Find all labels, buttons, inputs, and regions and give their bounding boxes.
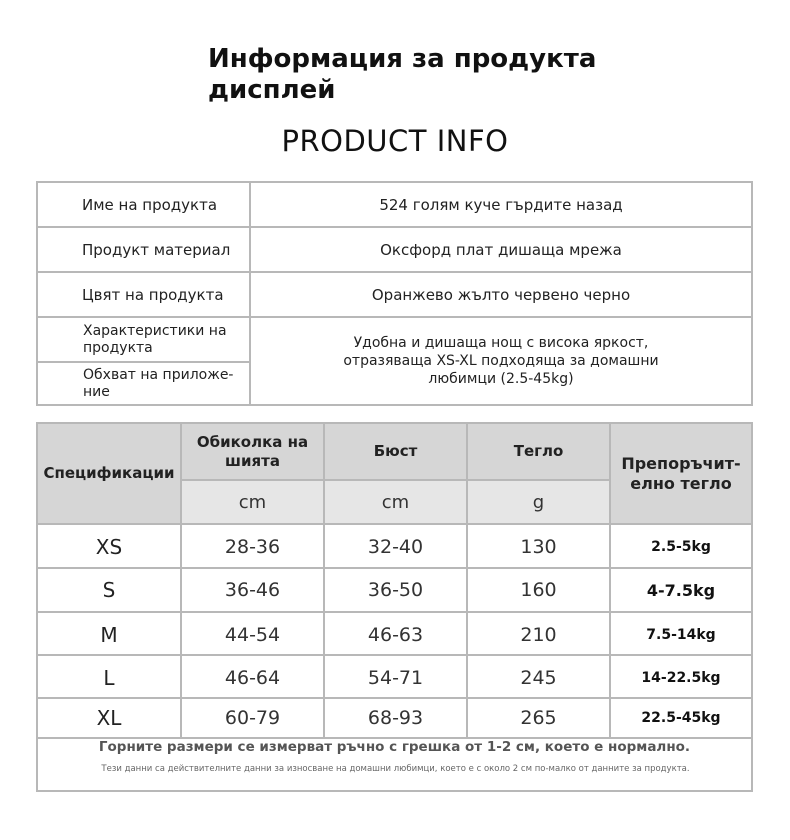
chest-s: 36-50 xyxy=(367,579,424,601)
title-line-2: дисплей xyxy=(208,75,336,105)
chest-unit: cm xyxy=(325,481,466,523)
neck-s: 36-46 xyxy=(224,579,281,601)
neck-m: 44-54 xyxy=(224,623,281,646)
chest-m: 46-63 xyxy=(367,623,424,646)
info-value: Оксфорд плат дишаща мрежа xyxy=(380,240,622,259)
neck-l: 46-64 xyxy=(224,666,281,689)
grid-hline xyxy=(38,654,751,656)
grid-hline xyxy=(38,697,751,699)
weight-l: 245 xyxy=(520,666,557,689)
recommended-xs: 2.5-5kg xyxy=(651,538,711,555)
weight-xs: 130 xyxy=(520,535,557,558)
info-value: Оранжево жълто червено черно xyxy=(371,285,631,304)
info-label-scope: Обхват на приложе-ние xyxy=(83,366,234,400)
grid-hline xyxy=(38,523,751,525)
info-row-color xyxy=(38,273,751,318)
weight-m: 210 xyxy=(520,623,557,646)
info-label-features: Характеристики на продукта xyxy=(38,318,251,361)
measurement-note: Горните размери се измерват ръчно с грешка от 1-2 см, което е нормално. xyxy=(98,739,691,755)
info-value: 524 голям куче гърдите назад xyxy=(379,195,623,214)
spec-header: Спецификации xyxy=(43,464,175,482)
size-table xyxy=(36,422,753,792)
info-row-scope xyxy=(38,363,251,404)
chest-xs: 32-40 xyxy=(367,535,424,558)
weight-xl: 265 xyxy=(520,707,557,729)
measurement-footnote: Тези данни са действителните данни за износване на домашни любимци, което е с около 2 см по-малко от данните за продукта. xyxy=(101,764,690,774)
chest-header: Бюст xyxy=(373,442,418,460)
page-subtitle: PRODUCT INFO xyxy=(281,124,509,158)
grid-hline xyxy=(38,567,751,569)
neck-unit: cm xyxy=(182,481,323,523)
info-row-material xyxy=(38,228,751,273)
recommended-m: 7.5-14kg xyxy=(646,626,716,643)
chest-l: 54-71 xyxy=(367,666,424,689)
size-m: M xyxy=(100,622,118,647)
grid-vline xyxy=(609,424,611,737)
recommended-s: 4-7.5kg xyxy=(646,580,716,600)
info-value-features: Удобна и дишаща нощ с висока яркост, отразяваща XS-XL подходяща за домашни любимци (2.5-45kg) xyxy=(343,335,659,387)
size-xs: XS xyxy=(95,534,123,559)
info-label: Продукт материал xyxy=(38,228,251,271)
size-l: L xyxy=(103,665,115,690)
recommended-l: 14-22.5kg xyxy=(641,669,721,686)
page-title xyxy=(208,44,628,106)
title-line-1: Информация за продукта xyxy=(208,44,597,74)
info-row-name xyxy=(38,183,751,228)
info-label: Цвят на продукта xyxy=(38,273,251,316)
recommended-header: Препоръчит-елно тегло xyxy=(621,453,741,493)
size-xl: XL xyxy=(96,706,122,730)
neck-xs: 28-36 xyxy=(224,535,281,558)
info-row-features xyxy=(38,318,251,363)
weight-s: 160 xyxy=(520,579,557,601)
chest-xl: 68-93 xyxy=(367,707,424,729)
neck-header: Обиколка на шията xyxy=(196,432,309,470)
grid-vline xyxy=(323,424,325,737)
product-info-table xyxy=(36,181,753,406)
grid-vline xyxy=(180,424,182,737)
neck-xl: 60-79 xyxy=(224,707,281,729)
grid-hline xyxy=(38,611,751,613)
recommended-xl: 22.5-45kg xyxy=(641,710,721,726)
grid-vline xyxy=(466,424,468,737)
weight-header: Тегло xyxy=(513,442,564,460)
weight-unit: g xyxy=(468,481,609,523)
info-label: Име на продукта xyxy=(38,183,251,226)
size-s: S xyxy=(102,578,116,602)
grid-hline xyxy=(182,479,609,481)
